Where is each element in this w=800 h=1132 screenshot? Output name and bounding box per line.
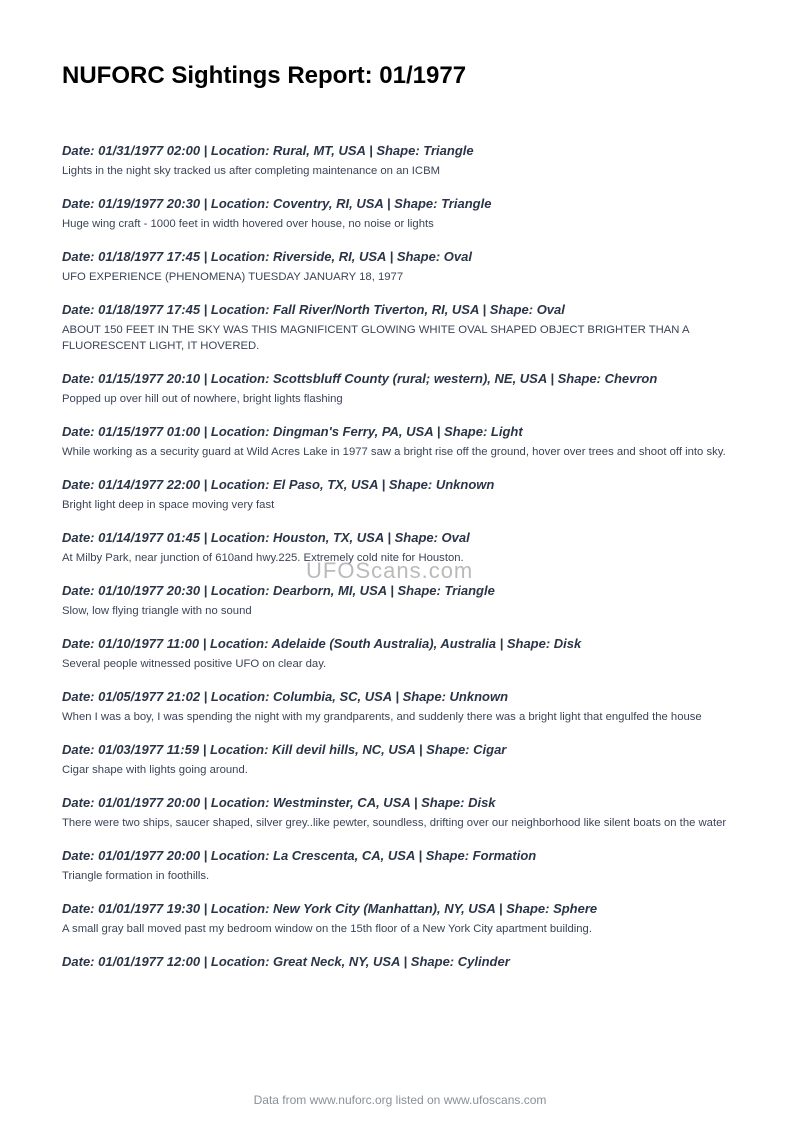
sighting-entry: [62, 370, 752, 407]
sighting-entry: [62, 741, 752, 778]
sighting-entry: [62, 195, 752, 232]
sighting-header: Date: 01/03/1977 11:59 | Location: Kill devil hills, NC, USA | Shape: Cigar: [62, 742, 507, 757]
sighting-description: While working as a security guard at Wild Acres Lake in 1977 saw a bright rise off the ground, hover over trees and shoot off into sky.: [62, 446, 726, 458]
sighting-entry: [62, 301, 752, 354]
sighting-description: Slow, low flying triangle with no sound: [62, 605, 252, 617]
watermark: UFOScans.com: [306, 558, 474, 583]
sighting-header: Date: 01/14/1977 22:00 | Location: El Paso, TX, USA | Shape: Unknown: [62, 477, 495, 492]
sighting-entry: [62, 688, 752, 725]
sighting-description: A small gray ball moved past my bedroom window on the 15th floor of a New York City apartment building.: [62, 923, 592, 935]
sighting-description: Popped up over hill out of nowhere, bright lights flashing: [62, 393, 343, 405]
sighting-header: Date: 01/01/1977 19:30 | Location: New York City (Manhattan), NY, USA | Shape: Sphere: [62, 901, 598, 916]
sighting-header: Date: 01/19/1977 20:30 | Location: Coventry, RI, USA | Shape: Triangle: [62, 196, 492, 211]
sighting-entry: [62, 953, 752, 971]
sighting-entry: [62, 423, 752, 460]
sighting-description: ABOUT 150 FEET IN THE SKY WAS THIS MAGNIFICENT GLOWING WHITE OVAL SHAPED OBJECT BRIGHTER THAN A FLUORESCENT LIGHT, IT HOVERED.: [62, 324, 689, 352]
sighting-description: Huge wing craft - 1000 feet in width hovered over house, no noise or lights: [62, 218, 434, 230]
sighting-entry: [62, 248, 752, 285]
sighting-description: Bright light deep in space moving very fast: [62, 499, 275, 511]
sighting-description: Cigar shape with lights going around.: [62, 764, 248, 776]
sighting-header: Date: 01/18/1977 17:45 | Location: Riverside, RI, USA | Shape: Oval: [62, 249, 472, 264]
sighting-header: Date: 01/15/1977 01:00 | Location: Dingman's Ferry, PA, USA | Shape: Light: [62, 424, 523, 439]
sighting-header: Date: 01/10/1977 20:30 | Location: Dearborn, MI, USA | Shape: Triangle: [62, 583, 495, 598]
sighting-entry: [62, 582, 752, 619]
sighting-entry: [62, 847, 752, 884]
sighting-entry: [62, 794, 752, 831]
sighting-header: Date: 01/31/1977 02:00 | Location: Rural, MT, USA | Shape: Triangle: [62, 143, 474, 158]
sighting-description: Several people witnessed positive UFO on clear day.: [62, 658, 327, 670]
sighting-header: Date: 01/10/1977 11:00 | Location: Adelaide (South Australia), Australia | Shape: Disk: [62, 636, 582, 651]
sighting-header: Date: 01/14/1977 01:45 | Location: Houston, TX, USA | Shape: Oval: [62, 530, 470, 545]
sighting-header: Date: 01/15/1977 20:10 | Location: Scottsbluff County (rural; western), NE, USA | Shape: Chevron: [62, 371, 658, 386]
sighting-entry: [62, 142, 752, 179]
page-footer: Data from www.nuforc.org listed on www.ufoscans.com: [253, 1093, 547, 1107]
sighting-entry: [62, 635, 752, 672]
sighting-entry: [62, 900, 752, 937]
sighting-description: When I was a boy, I was spending the night with my grandparents, and suddenly there was a bright light that engulfed the house: [62, 711, 702, 723]
sighting-description: Triangle formation in foothills.: [62, 870, 210, 882]
sighting-header: Date: 01/05/1977 21:02 | Location: Columbia, SC, USA | Shape: Unknown: [62, 689, 509, 704]
sighting-header: Date: 01/01/1977 20:00 | Location: La Crescenta, CA, USA | Shape: Formation: [62, 848, 537, 863]
sighting-description: At Milby Park, near junction of 610and hwy.225. Extremely cold nite for Houston.: [62, 552, 464, 564]
sighting-description: There were two ships, saucer shaped, silver grey..like pewter, soundless, drifting over our neighborhood like silent boats on the water: [62, 817, 727, 829]
page-title: NUFORC Sightings Report: 01/1977: [62, 62, 467, 89]
sighting-description: UFO EXPERIENCE (PHENOMENA) TUESDAY JANUARY 18, 1977: [62, 271, 404, 283]
sighting-header: Date: 01/18/1977 17:45 | Location: Fall River/North Tiverton, RI, USA | Shape: Oval: [62, 302, 565, 317]
sighting-header: Date: 01/01/1977 20:00 | Location: Westminster, CA, USA | Shape: Disk: [62, 795, 496, 810]
sighting-description: Lights in the night sky tracked us after completing maintenance on an ICBM: [62, 165, 441, 177]
sighting-entry: [62, 476, 752, 513]
sighting-header: Date: 01/01/1977 12:00 | Location: Great Neck, NY, USA | Shape: Cylinder: [62, 954, 510, 969]
